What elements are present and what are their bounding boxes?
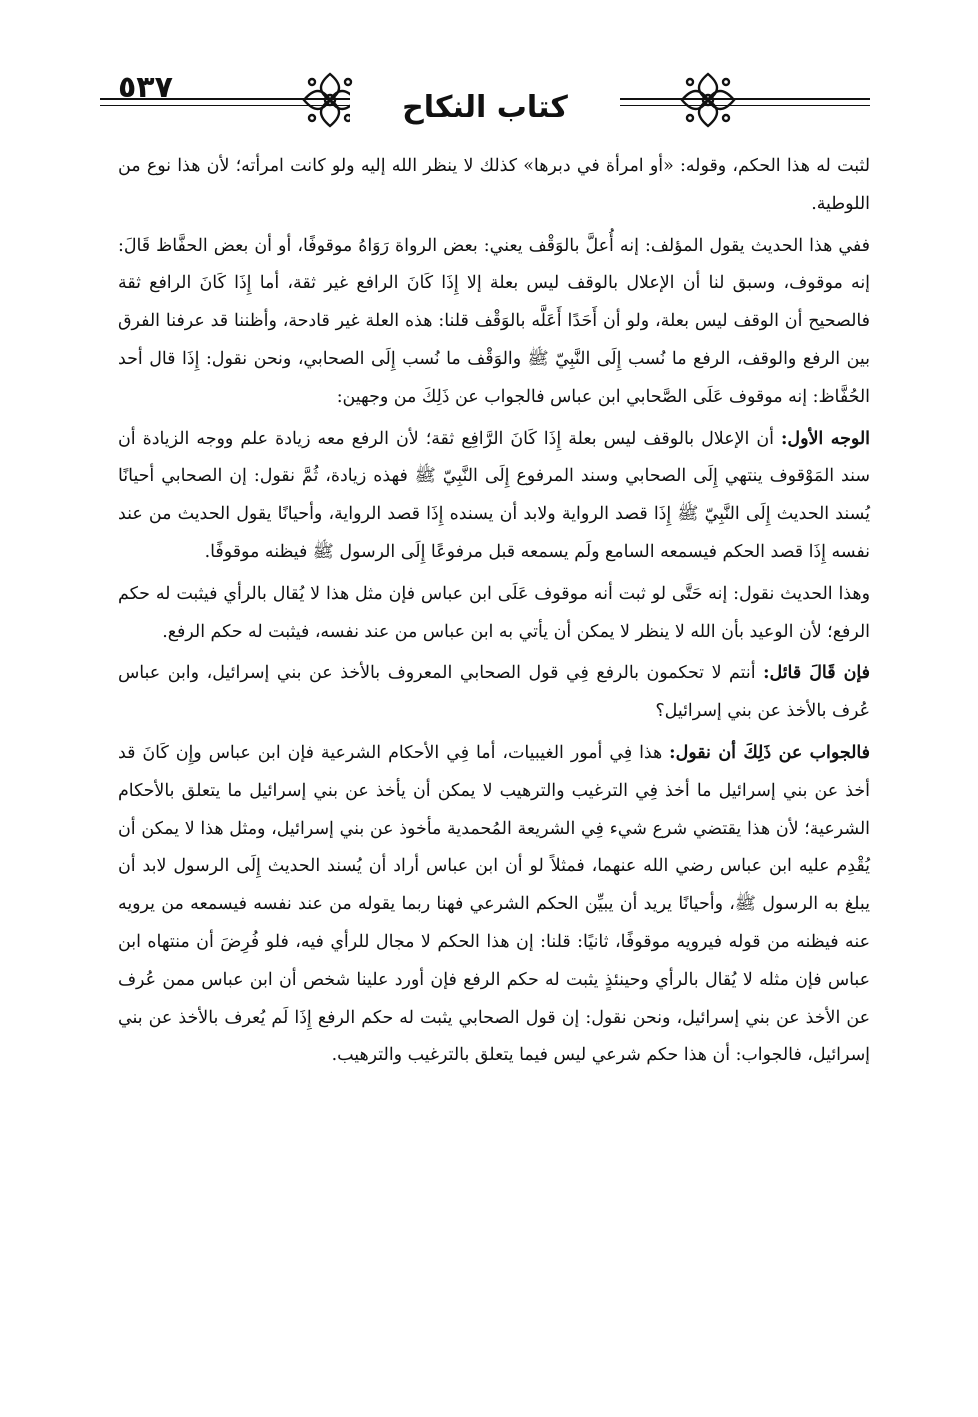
paragraph-lead: فالجواب عن ذَلِكَ أن نقول: bbox=[669, 742, 870, 763]
paragraph: فإن قَالَ قائل: أنتم لا تحكمون بالرفع فِي قول الصحابي المعروف بالأخذ عن بني إسرائيل، وابن عباس عُرف بالأخذ عن بني إسرائيل؟ bbox=[118, 663, 870, 722]
page-body bbox=[118, 148, 870, 1075]
paragraph: وهذا الحديث نقول: إنه حَتَّى لو ثبت أنه موقوف عَلَى ابن عباس فإن مثل هذا لا يُقال بالرأي فيثبت له حكم الرفع؛ لأن الوعيد بأن الله لا ينظر لا يمكن أن يأتي به ابن عباس من عند نفسه، فيثبت له حكم الرفع. bbox=[118, 583, 870, 642]
paragraph-lead: فإن قَالَ قائل: bbox=[763, 663, 870, 684]
chapter-title: كتاب النكاح bbox=[350, 90, 620, 125]
paragraph: لثبت له هذا الحكم، وقوله: «أو امرأة في دبرها» كذلك لا ينظر الله إليه ولو كانت امرأته؛ لأن هذا نوع من اللوطية. bbox=[118, 156, 870, 214]
page-header bbox=[100, 60, 870, 148]
paragraph: الوجه الأول: أن الإعلال بالوقف ليس بعلة إِذَا كَانَ الرَّافِع ثقة؛ لأن الرفع معه زيادة علم ووجه الزيادة أن سند المَوْقوف ينتهي إِلَى الصحابي وسند المرفوع إِلَى النَّبِيّ ﷺ فهذه زيادة، ثُمَّ نقول: إن الصحابي أحيانًا يُسند الحديث إِلَى النَّبِيّ ﷺ إِذَا قصد الرواية ولابد أن يسنده إِذَا قصد الرواية، وأحيانًا يقول الحديث من عند نفسه إِذَا قصد الحكم فيسمعه السامع ولَم يسمعه قبل مرفوعًا إِلَى الرسول ﷺ فيظنه موقوفًا. bbox=[118, 428, 870, 562]
paragraph: ففي هذا الحديث يقول المؤلف: إنه أُعلَّ بالوَقْف يعني: بعض الرواة رَوَاهُ موقوفًا، أو أن بعض الحفَّاظ قَالَ: إنه موقوف، وسبق لنا أن الإعلال بالوقف ليس بعلة إلا إِذَا كَانَ الرافع غير ثقة، أما إِذَا كَانَ الرافع ثقة فالصحيح أن الوقف ليس بعلة، ولو أن أَحَدًا أَعَلَّه بالوَقْف قلنا: هذه العلة غير قادحة، وأظننا قد عرفنا الفرق بين الرفع والوقف، الرفع ما نُسب إِلَى النَّبِيّ ﷺ والوَقْف ما نُسب إِلَى الصحابي، ونحن نقول: إِذَا قال أحد الحُفَّاظ: إنه موقوف عَلَى الصَّحابي ابن عباس فالجواب عن ذَلِكَ من وجهين: bbox=[118, 235, 870, 407]
paragraph: فالجواب عن ذَلِكَ أن نقول: هذا فِي أمور الغيبيات، أما فِي الأحكام الشرعية فإن ابن عباس وإِن كَانَ قد أخذ عن بني إسرائيل ما أخذ فِي الترغيب والترهيب لا يمكن أن يأخذ عن بني إسرائيل ما يتعلق بالأحكام الشرعية؛ لأن هذا يقتضي شرع شيء فِي الشريعة المُحمدية مأخوذ عن بني إسرائيل، ومثل هذا لا يمكن أن يُقْدِم عليه ابن عباس رضي الله عنهما، فمثلاً لو أن ابن عباس أراد أن يُسند الحديث إِلَى الرسول لابد أن يبلغ به الرسول ﷺ، وأحيانًا يريد أن يبيِّن الحكم الشرعي فهنا ربما يقوله من عند نفسه فيسمعه من يرويه عنه فيظنه من قوله فيرويه موقوفًا، ثانيًا: قلنا: إن هذا الحكم لا مجال للرأي فيه، فلو فُرِضَ أن منتهاه ابن عباس فإن مثله لا يُقال بالرأي وحينئذٍ يثبت له حكم الرفع فإن أورد علينا شخص أن ابن عباس ممن عُرف عن الأخذ عن بني إسرائيل، ونحن نقول: إن قول الصحابي يثبت له حكم الرفع إِذَا لَم يُعرف بالأخذ عن بني إسرائيل، فالجواب: أن هذا حكم شرعي ليس فيما يتعلق بالترغيب والترهيب. bbox=[118, 742, 870, 1066]
paragraph-lead: الوجه الأول: bbox=[781, 428, 870, 449]
floral-ornament-icon bbox=[678, 70, 738, 130]
page-number: ٥٣٧ bbox=[118, 70, 173, 105]
